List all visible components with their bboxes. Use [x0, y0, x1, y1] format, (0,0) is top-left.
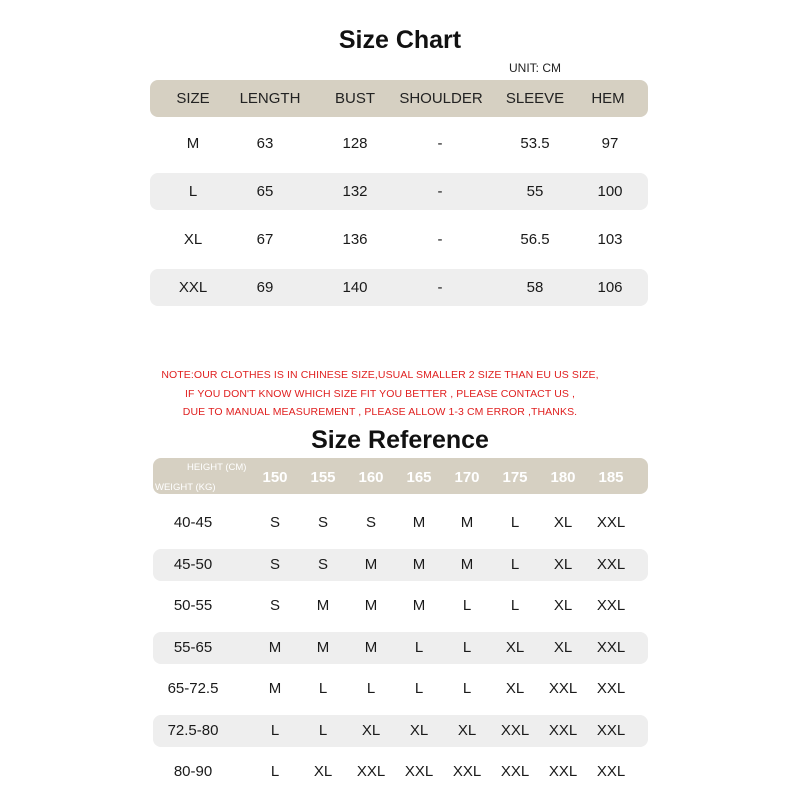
- cell-sleeve: 53.5: [520, 135, 550, 152]
- recommended-size-cell: M: [364, 597, 378, 614]
- size-reference-row: [0, 754, 800, 790]
- cell-bust: 128: [342, 135, 368, 152]
- recommended-size-cell: XXL: [356, 763, 386, 780]
- recommended-size-cell: XL: [457, 722, 477, 739]
- recommended-size-cell: M: [460, 556, 474, 573]
- cell-sleeve: 55: [526, 183, 544, 200]
- weight-range-cell: 40-45: [173, 514, 213, 531]
- size-chart-header-row: [0, 81, 800, 117]
- recommended-size-cell: XL: [553, 597, 573, 614]
- recommended-size-cell: S: [317, 514, 328, 531]
- weight-range-cell: 80-90: [173, 763, 213, 780]
- recommended-size-cell: XXL: [500, 722, 530, 739]
- recommended-size-cell: XXL: [596, 722, 626, 739]
- cell-size: M: [186, 135, 200, 152]
- cell-sleeve: 58: [526, 279, 544, 296]
- recommended-size-cell: L: [414, 639, 424, 656]
- recommended-size-cell: XL: [553, 556, 573, 573]
- recommended-size-cell: S: [269, 514, 280, 531]
- cell-length: 69: [256, 279, 274, 296]
- recommended-size-cell: XXL: [548, 722, 578, 739]
- recommended-size-cell: L: [462, 597, 472, 614]
- weight-range-cell: 55-65: [173, 639, 213, 656]
- height-150: 150: [262, 469, 288, 486]
- unit-label: UNIT: CM: [509, 61, 561, 75]
- note-line-3: DUE TO MANUAL MEASUREMENT , PLEASE ALLOW 1-3 CM ERROR ,THANKS.: [182, 406, 578, 418]
- recommended-size-cell: XXL: [596, 514, 626, 531]
- header-hem: HEM: [591, 90, 625, 107]
- cell-shoulder: -: [437, 231, 443, 248]
- recommended-size-cell: M: [412, 597, 426, 614]
- recommended-size-cell: S: [365, 514, 376, 531]
- recommended-size-cell: L: [270, 722, 280, 739]
- cell-length: 65: [256, 183, 274, 200]
- recommended-size-cell: XXL: [596, 763, 626, 780]
- height-165: 165: [406, 469, 432, 486]
- weight-axis-label: WEIGHT (KG): [155, 482, 216, 493]
- height-175: 175: [502, 469, 528, 486]
- recommended-size-cell: XXL: [596, 639, 626, 656]
- size-reference-row: [0, 630, 800, 666]
- cell-hem: 100: [597, 183, 623, 200]
- note-line-2: IF YOU DON'T KNOW WHICH SIZE FIT YOU BETTER , PLEASE CONTACT US ,: [184, 388, 576, 400]
- recommended-size-cell: L: [510, 597, 520, 614]
- cell-shoulder: -: [437, 279, 443, 296]
- cell-size: XXL: [178, 279, 208, 296]
- header-length: LENGTH: [239, 90, 301, 107]
- cell-hem: 97: [601, 135, 619, 152]
- size-chart-row: [0, 126, 800, 162]
- size-reference-title: Size Reference: [311, 426, 489, 454]
- cell-bust: 132: [342, 183, 368, 200]
- recommended-size-cell: M: [364, 556, 378, 573]
- cell-sleeve: 56.5: [520, 231, 550, 248]
- recommended-size-cell: L: [462, 680, 472, 697]
- header-bust: BUST: [334, 90, 375, 107]
- weight-range-cell: 65-72.5: [167, 680, 219, 697]
- size-chart-row: [0, 222, 800, 258]
- size-reference-row: [0, 588, 800, 624]
- header-sleeve: SLEEVE: [505, 90, 565, 107]
- height-axis-label: HEIGHT (CM): [187, 462, 247, 473]
- recommended-size-cell: M: [268, 639, 282, 656]
- height-185: 185: [598, 469, 624, 486]
- recommended-size-cell: XXL: [596, 680, 626, 697]
- recommended-size-cell: S: [269, 556, 280, 573]
- height-155: 155: [310, 469, 336, 486]
- cell-shoulder: -: [437, 183, 443, 200]
- recommended-size-cell: M: [412, 514, 426, 531]
- recommended-size-cell: XXL: [548, 680, 578, 697]
- height-180: 180: [550, 469, 576, 486]
- header-shoulder: SHOULDER: [399, 90, 483, 107]
- cell-bust: 136: [342, 231, 368, 248]
- cell-bust: 140: [342, 279, 368, 296]
- recommended-size-cell: XL: [313, 763, 333, 780]
- weight-range-cell: 50-55: [173, 597, 213, 614]
- cell-length: 67: [256, 231, 274, 248]
- recommended-size-cell: L: [510, 514, 520, 531]
- recommended-size-cell: L: [510, 556, 520, 573]
- recommended-size-cell: XL: [553, 514, 573, 531]
- height-header-row: [0, 460, 800, 496]
- weight-range-cell: 45-50: [173, 556, 213, 573]
- recommended-size-cell: L: [366, 680, 376, 697]
- height-160: 160: [358, 469, 384, 486]
- cell-hem: 106: [597, 279, 623, 296]
- recommended-size-cell: L: [414, 680, 424, 697]
- size-chart-title: Size Chart: [338, 26, 462, 54]
- size-reference-row: [0, 505, 800, 541]
- height-170: 170: [454, 469, 480, 486]
- size-chart-row: [0, 270, 800, 306]
- recommended-size-cell: XXL: [596, 597, 626, 614]
- recommended-size-cell: M: [316, 639, 330, 656]
- recommended-size-cell: XXL: [596, 556, 626, 573]
- recommended-size-cell: S: [317, 556, 328, 573]
- recommended-size-cell: M: [268, 680, 282, 697]
- recommended-size-cell: XL: [505, 639, 525, 656]
- size-chart-row: [0, 174, 800, 210]
- note-line-1: NOTE:OUR CLOTHES IS IN CHINESE SIZE,USUAL SMALLER 2 SIZE THAN EU US SIZE,: [161, 369, 599, 381]
- size-reference-row: [0, 713, 800, 749]
- recommended-size-cell: XL: [409, 722, 429, 739]
- recommended-size-cell: XXL: [548, 763, 578, 780]
- recommended-size-cell: XXL: [404, 763, 434, 780]
- cell-shoulder: -: [437, 135, 443, 152]
- size-reference-row: [0, 547, 800, 583]
- size-reference-row: [0, 671, 800, 707]
- recommended-size-cell: XL: [361, 722, 381, 739]
- recommended-size-cell: XL: [553, 639, 573, 656]
- cell-hem: 103: [597, 231, 623, 248]
- cell-length: 63: [256, 135, 274, 152]
- recommended-size-cell: M: [364, 639, 378, 656]
- recommended-size-cell: S: [269, 597, 280, 614]
- weight-range-cell: 72.5-80: [167, 722, 219, 739]
- recommended-size-cell: L: [462, 639, 472, 656]
- recommended-size-cell: L: [318, 722, 328, 739]
- cell-size: L: [188, 183, 198, 200]
- header-size: SIZE: [176, 90, 210, 107]
- recommended-size-cell: L: [318, 680, 328, 697]
- cell-size: XL: [183, 231, 203, 248]
- recommended-size-cell: M: [460, 514, 474, 531]
- recommended-size-cell: XXL: [452, 763, 482, 780]
- recommended-size-cell: XXL: [500, 763, 530, 780]
- recommended-size-cell: L: [270, 763, 280, 780]
- recommended-size-cell: XL: [505, 680, 525, 697]
- recommended-size-cell: M: [316, 597, 330, 614]
- recommended-size-cell: M: [412, 556, 426, 573]
